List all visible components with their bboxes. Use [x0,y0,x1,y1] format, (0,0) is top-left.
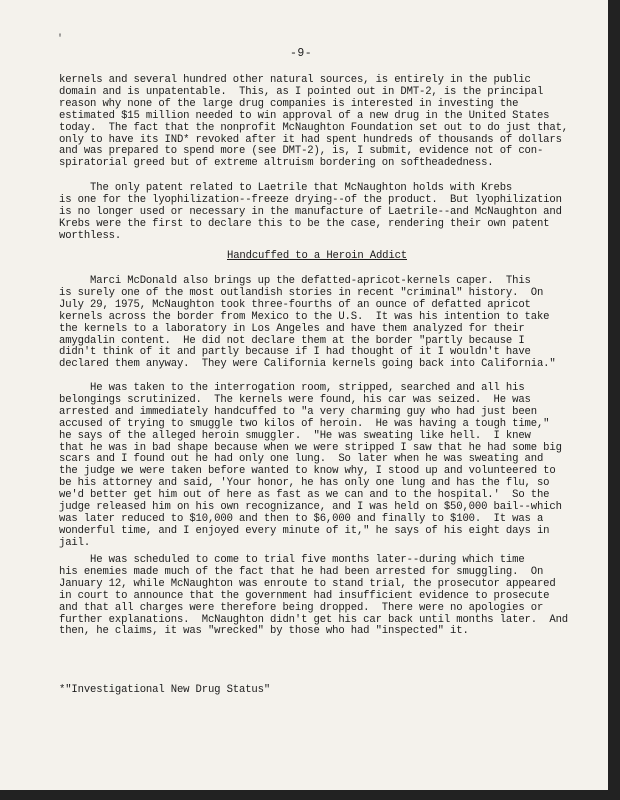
text-line: wonderful time, and I enjoyed every minute of it," he says of his eight days in [59,524,550,537]
paragraph-2 [59,182,562,243]
text-line: jail. [59,536,91,549]
text-line: Krebs were the first to declare this to be the case, rendering their own patent [59,217,550,230]
footnote: *"Investigational New Drug Status" [59,684,271,696]
scan-border-right [608,0,620,800]
text-line: be his attorney and said, 'Your honor, he has only one lung and has the flu, so [59,477,550,490]
text-line: in court to announce that the government had insufficient evidence to prosecute [59,589,550,602]
text-line: He was scheduled to come to trial five months later--during which time [59,554,525,566]
text-line: kernels across the border from Mexico to the U.S. It was his intention to take [59,310,550,323]
text-line: July 29, 1975, McNaughton took three-fourths of an ounce of defatted apricot [59,298,531,311]
text-line: reason why none of the large drug companies is interested in investing the [59,97,519,110]
text-line: we'd better get him out of here as fast as we can and to the hospital.' So the [59,489,550,502]
paragraph-4 [59,382,562,550]
text-line: today. The fact that the nonprofit McNaughton Foundation set out to do just that, [59,121,568,134]
text-line: that he was in bad shape because when we were stripped I saw that he had some big [59,441,562,454]
text-line: and was prepared to spend more (see DMT-2), is, I submit, evidence not of con- [59,145,544,158]
text-line: is surely one of the most outlandish stories in recent "criminal" history. On [59,286,544,299]
text-line: the kernels to a laboratory in Los Angeles and have them analyzed for their [59,322,525,335]
text-line: arrested and immediately handcuffed to "a very charming guy who had just been [59,405,537,418]
text-line: scars and I found out he had only one lung. So later when he was sweating and [59,453,544,466]
text-line: then, he claims, it was "wrecked" by those who had "inspected" it. [59,625,469,638]
text-line: the judge we were taken before wanted to know why, I stood up and volunteered to [59,465,556,478]
text-line: was later reduced to $10,000 and then to $6,000 and finally to $100. It was a [59,512,544,525]
text-line: belongings scrutinized. The kernels were found, his car was seized. He was [59,393,531,406]
text-line: worthless. [59,229,122,242]
text-line: declared them anyway. They were California kernels going back into California." [59,358,556,371]
text-line: domain and is unpatentable. This, as I pointed out in DMT-2, is the principal [59,85,544,98]
text-line: didn't think of it and partly because if I had thought of it I wouldn't have [59,346,531,359]
scan-border-bottom [0,790,620,800]
text-line: accused of trying to smuggle two kilos of heroin. He was having a tough time," [59,417,550,430]
text-line: his enemies made much of the fact that he had been arrested for smuggling. On [59,565,544,578]
text-line: only to have its IND* revoked after it had spent hundreds of thousands of dollars [59,133,562,146]
corner-mark: ' [57,34,64,45]
text-line: spiratorial greed but of extreme altruism bordering on softheadedness. [59,157,494,170]
text-line: further explanations. McNaughton didn't get his car back until months later. And [59,613,568,626]
text-line: judge released him on his own recognizance, and I was held on $50,000 bail--which [59,501,562,514]
text-line: amygdalin content. He did not declare them at the border "partly because I [59,334,525,347]
paragraph-1 [59,74,568,170]
text-line: he says of the alleged heroin smuggler. "He was sweating like hell. I knew [59,429,531,442]
section-heading: Handcuffed to a Heroin Addict [227,250,408,262]
paragraph-3 [59,276,559,371]
text-line: The only patent related to Laetrile that McNaughton holds with Krebs [59,182,513,194]
text-line: He was taken to the interrogation room, stripped, searched and all his [59,382,525,394]
page-number: -9- [290,47,313,60]
text-line: Marci McDonald also brings up the defatted-apricot-kernels caper. This [59,275,531,287]
text-line: estimated $15 million needed to win approval of a new drug in the United States [59,109,550,122]
text-line: January 12, while McNaughton was enroute to stand trial, the prosecutor appeared [59,577,556,590]
text-line: is one for the lyophilization--freeze drying--of the product. But lyophilization [59,193,562,206]
paragraph-5 [59,554,568,638]
text-line: is no longer used or necessary in the manufacture of Laetrile--and McNaughton and [59,205,562,218]
text-line: kernels and several hundred other natural sources, is entirely in the public [59,74,531,86]
text-line: and that all charges were therefore being dropped. There were no apologies or [59,601,544,614]
